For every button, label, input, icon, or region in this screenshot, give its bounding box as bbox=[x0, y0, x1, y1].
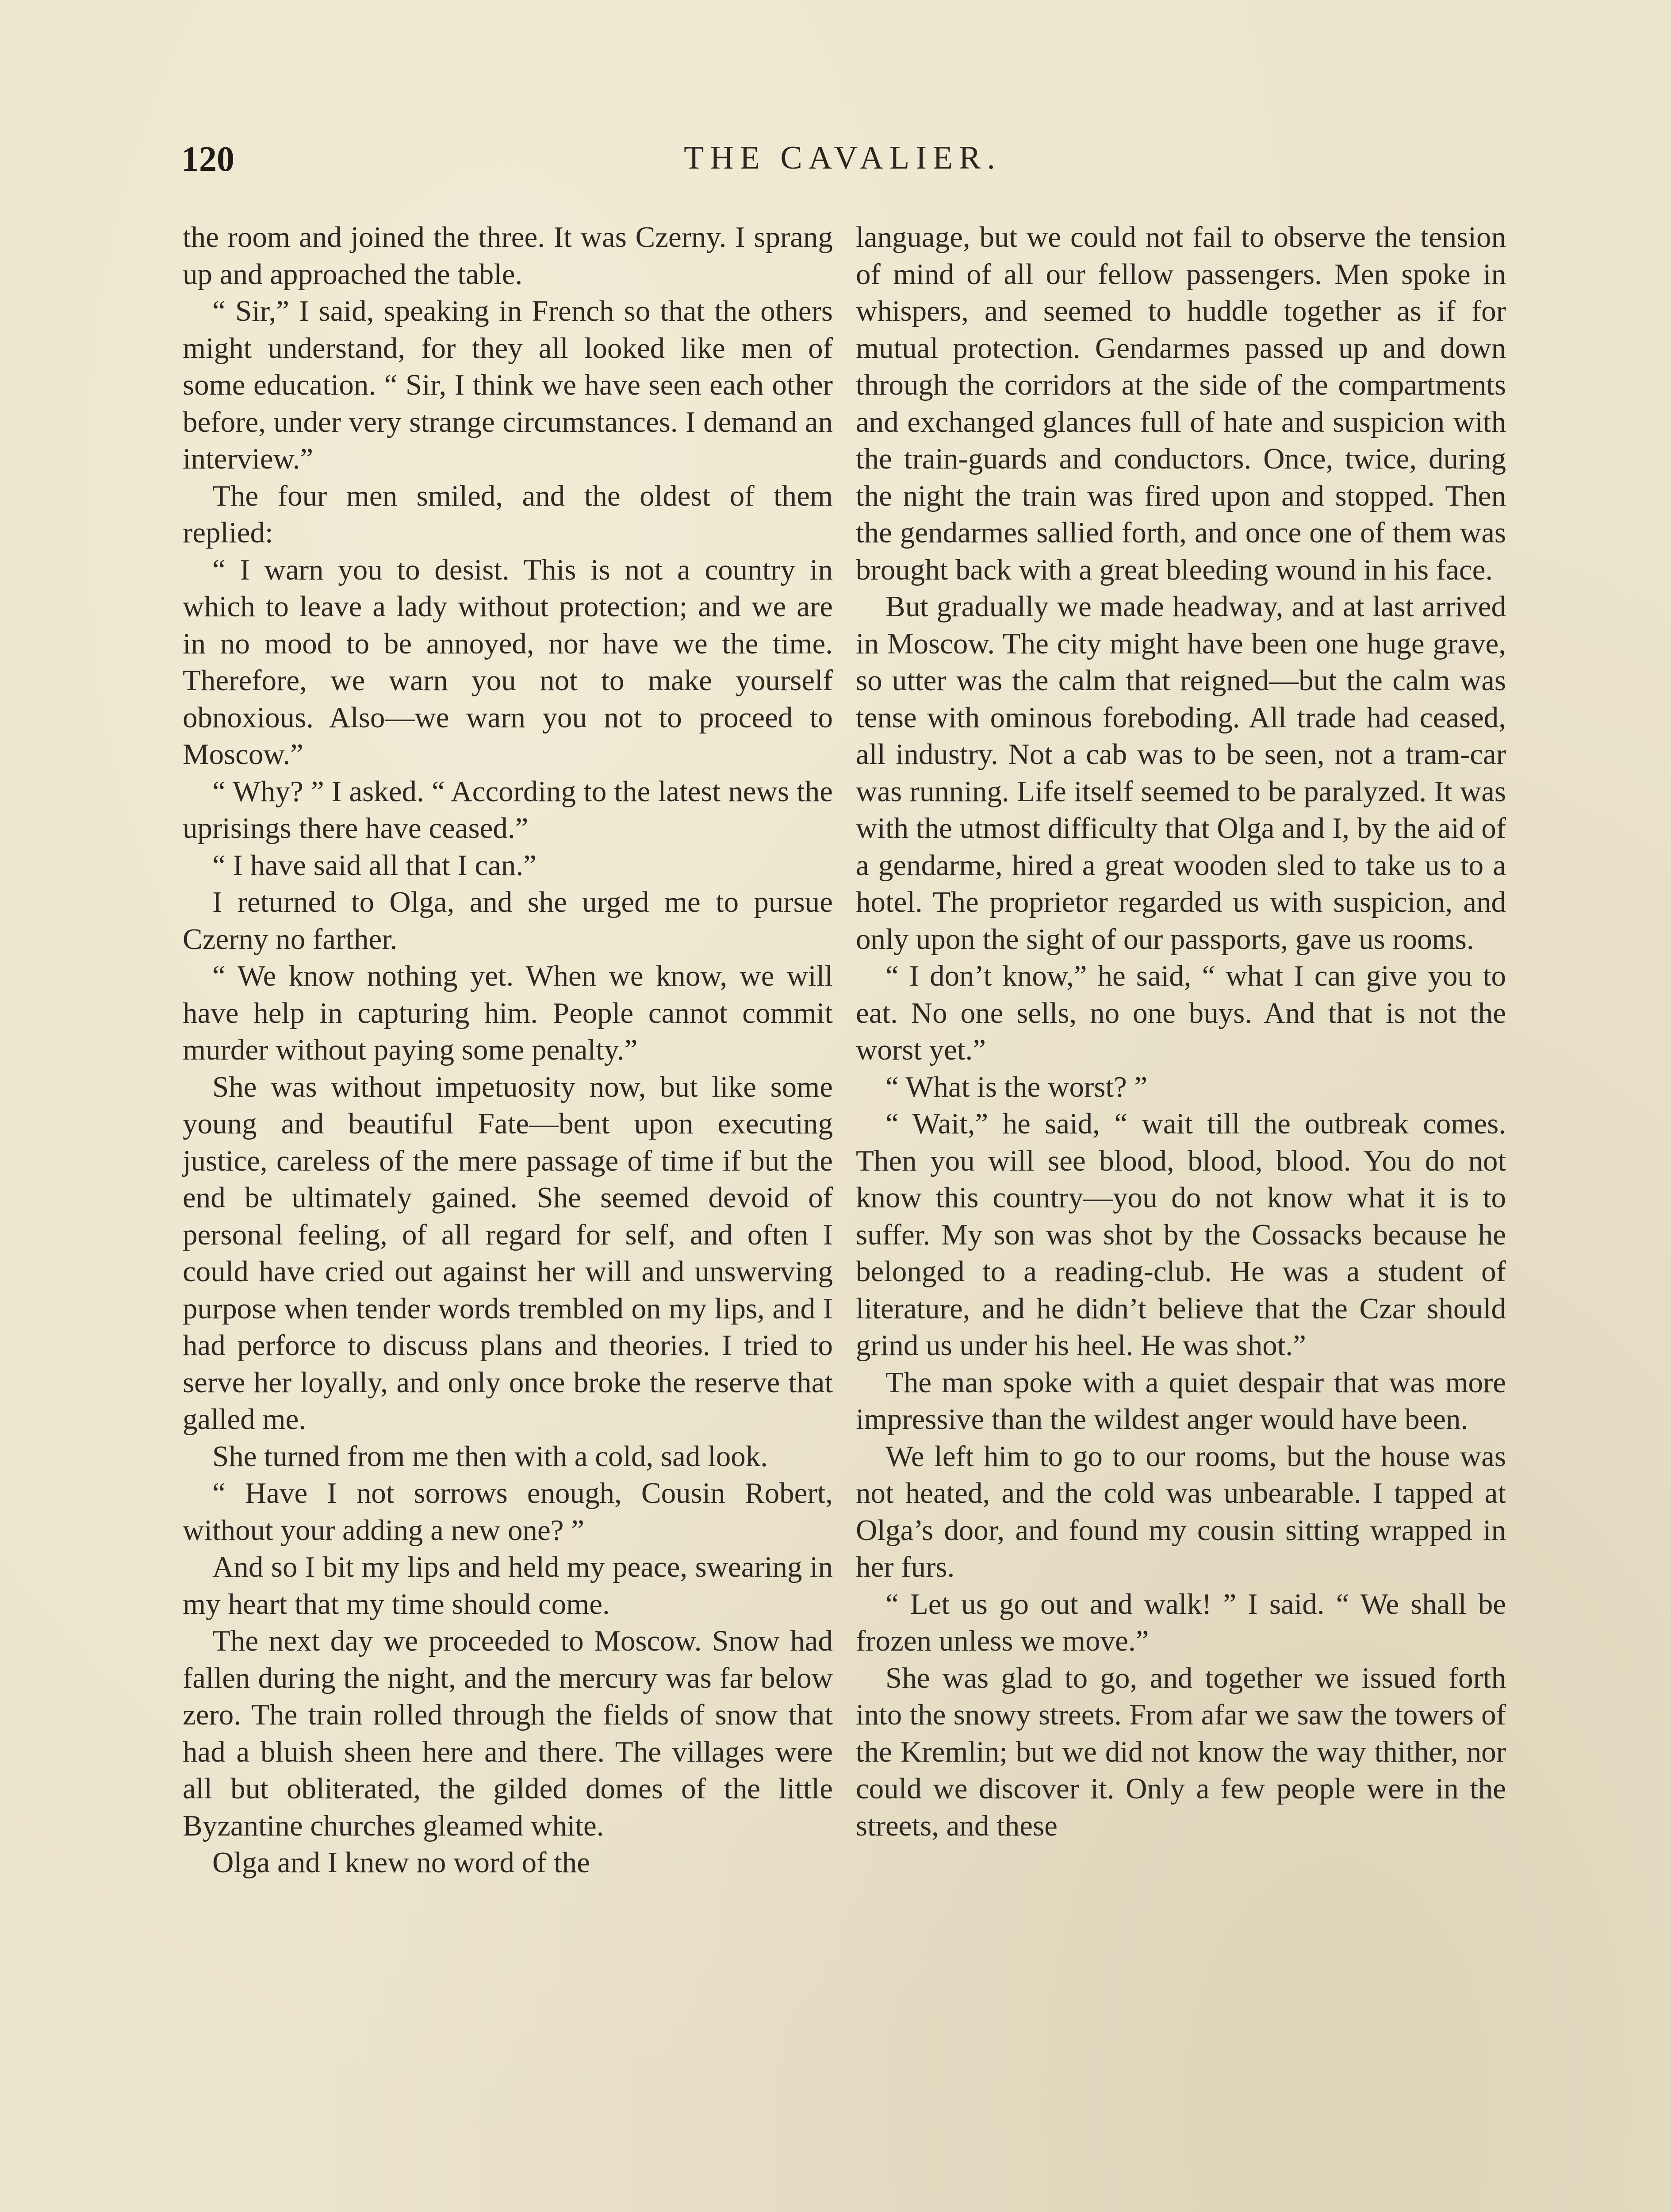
paragraph: “ Have I not sorrows enough, Cousin Robert, without your adding a new one? ” bbox=[183, 1477, 833, 1547]
running-title: THE CAVALIER. bbox=[684, 140, 1001, 176]
paragraph: “ I warn you to desist. This is not a country in which to leave a lady without protection; and we are in no mood to be annoyed, nor have we the time. Therefore, we warn you not to make yourself obnoxious. Also—we warn you not to proceed to Moscow.” bbox=[183, 553, 833, 771]
paragraph: “ Let us go out and walk! ” I said. “ We shall be frozen unless we move.” bbox=[856, 1587, 1506, 1657]
paragraph: I returned to Olga, and she urged me to pursue Czerny no farther. bbox=[183, 886, 833, 956]
paragraph: language, but we could not fail to observe the tension of mind of all our fellow passengers. Men spoke in whispers, and seemed to huddle together as if for mutual protection. Gendarmes passed up and down through the corridors at the side of the compartments and exchanged glances full of hate and suspicion with the train-guards and conductors. Once, twice, during the night the train was fired upon and stopped. Then the gendarmes sallied forth, and once one of them was brought back with a great bleeding wound in his face. bbox=[856, 221, 1506, 586]
paragraph: “ We know nothing yet. When we know, we will have help in capturing him. People cannot commit murder without paying some penalty.” bbox=[183, 960, 833, 1066]
paragraph: We left him to go to our rooms, but the house was not heated, and the cold was unbearable. I tapped at Olga’s door, and found my cousin sitting wrapped in her furs. bbox=[856, 1440, 1506, 1583]
paragraph: “ I don’t know,” he said, “ what I can give you to eat. No one sells, no one buys. And that is not the worst yet.” bbox=[856, 960, 1506, 1066]
paragraph: The man spoke with a quiet despair that was more impressive than the wildest anger would have been. bbox=[856, 1366, 1506, 1436]
paragraph: She turned from me then with a cold, sad look. bbox=[212, 1440, 768, 1473]
page-number: 120 bbox=[181, 140, 234, 179]
paragraph: But gradually we made headway, and at last arrived in Moscow. The city might have been one huge grave, so utter was the calm that reigned—but the calm was tense with ominous foreboding. All trade had ceased, all industry. Not a cab was to be seen, not a tram-car was running. Life itself seemed to be paralyzed. It was with the utmost difficulty that Olga and I, by the aid of a gendarme, hired a great wooden sled to take us to a hotel. The proprietor regarded us with suspicion, and only upon the sight of our passports, gave us rooms. bbox=[856, 590, 1506, 956]
paragraph: And so I bit my lips and held my peace, swearing in my heart that my time should come. bbox=[183, 1551, 833, 1621]
paragraph: the room and joined the three. It was Czerny. I sprang up and approached the table. bbox=[183, 221, 833, 291]
paragraph: The four men smiled, and the oldest of them replied: bbox=[183, 479, 833, 549]
paragraph: She was glad to go, and together we issued forth into the snowy streets. From afar we saw the towers of the Kremlin; but we did not know the way thither, nor could we discover it. Only a few people were in the streets, and these bbox=[856, 1661, 1506, 1842]
page-header bbox=[181, 139, 1504, 192]
left-column bbox=[183, 219, 833, 1882]
paragraph: “ I have said all that I can.” bbox=[212, 849, 537, 882]
paragraph: “ Sir,” I said, speaking in French so that the others might understand, for they all looked like men of some education. “ Sir, I think we have seen each other before, under very strange circumstances. I demand an interview.” bbox=[183, 295, 833, 475]
paragraph: Olga and I knew no word of the bbox=[212, 1846, 590, 1879]
paragraph: “ What is the worst? ” bbox=[885, 1070, 1148, 1103]
right-column bbox=[856, 219, 1506, 1844]
paragraph: “ Wait,” he said, “ wait till the outbreak comes. Then you will see blood, blood, blood. You do not know this country—you do not know what it is to suffer. My son was shot by the Cossacks because he belonged to a reading-club. He was a student of literature, and he didn’t believe that the Czar should grind us under his heel. He was shot.” bbox=[856, 1107, 1506, 1362]
paragraph: She was without impetuosity now, but like some young and beautiful Fate—bent upon executing justice, careless of the mere passage of time if but the end be ultimately gained. She seemed devoid of personal feeling, of all regard for self, and often I could have cried out against her will and unswerving purpose when tender words trembled on my lips, and I had perforce to discuss plans and theories. I tried to serve her loyally, and only once broke the reserve that galled me. bbox=[183, 1070, 833, 1436]
paragraph: “ Why? ” I asked. “ According to the latest news the uprisings there have ceased.” bbox=[183, 775, 833, 845]
paragraph: The next day we proceeded to Moscow. Snow had fallen during the night, and the mercury was far below zero. The train rolled through the fields of snow that had a bluish sheen here and there. The villages were all but obliterated, the gilded domes of the little Byzantine churches gleamed white. bbox=[183, 1624, 833, 1842]
